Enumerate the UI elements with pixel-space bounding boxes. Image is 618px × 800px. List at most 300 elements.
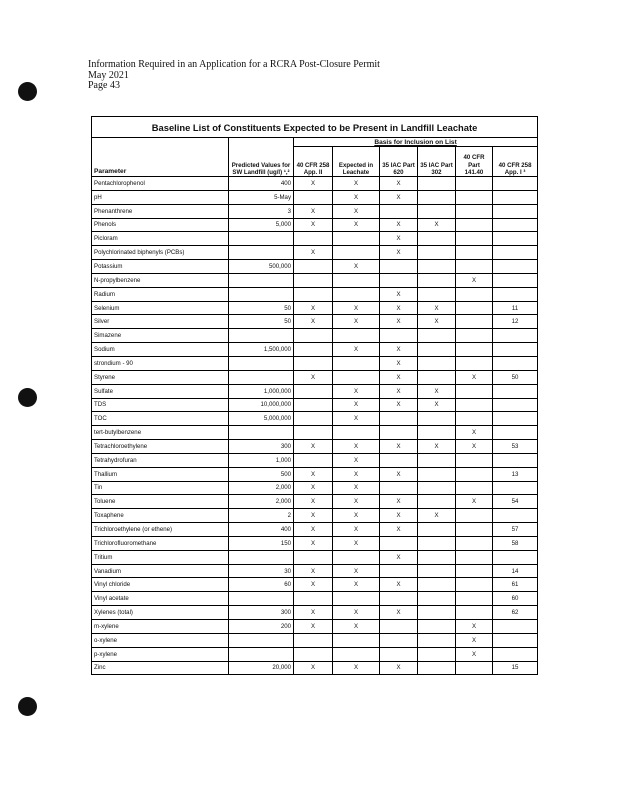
mark-35iac302 bbox=[418, 260, 456, 274]
table-row bbox=[92, 260, 538, 274]
mark-expected bbox=[333, 647, 380, 661]
mark-35iac620 bbox=[380, 620, 418, 634]
mark-35iac302 bbox=[418, 536, 456, 550]
mark-40cfr141 bbox=[456, 315, 493, 329]
mark-40cfr258-app2 bbox=[294, 356, 333, 370]
table-row bbox=[92, 204, 538, 218]
mark-40cfr258-app2 bbox=[294, 550, 333, 564]
mark-expected: X bbox=[333, 578, 380, 592]
ref-40cfr258-app1 bbox=[493, 218, 538, 232]
parameter-cell: Polychlorinated biphenyls (PCBs) bbox=[92, 246, 229, 260]
ref-40cfr258-app1: 12 bbox=[493, 315, 538, 329]
mark-40cfr258-app2: X bbox=[294, 509, 333, 523]
ref-40cfr258-app1: 62 bbox=[493, 606, 538, 620]
mark-expected bbox=[333, 246, 380, 260]
ref-40cfr258-app1 bbox=[493, 356, 538, 370]
mark-40cfr141 bbox=[456, 412, 493, 426]
ref-40cfr258-app1: 54 bbox=[493, 495, 538, 509]
mark-40cfr141 bbox=[456, 661, 493, 675]
mark-40cfr141 bbox=[456, 523, 493, 537]
mark-35iac302 bbox=[418, 356, 456, 370]
predicted-value-cell bbox=[229, 370, 294, 384]
parameter-cell: Radium bbox=[92, 287, 229, 301]
mark-40cfr258-app2: X bbox=[294, 204, 333, 218]
parameter-cell: N-propylbenzene bbox=[92, 273, 229, 287]
ref-40cfr258-app1 bbox=[493, 633, 538, 647]
mark-40cfr141 bbox=[456, 260, 493, 274]
mark-expected bbox=[333, 633, 380, 647]
ref-40cfr258-app1: 14 bbox=[493, 564, 538, 578]
predicted-value-cell: 5-May bbox=[229, 190, 294, 204]
mark-40cfr258-app2 bbox=[294, 260, 333, 274]
table-row bbox=[92, 301, 538, 315]
mark-35iac620: X bbox=[380, 523, 418, 537]
mark-40cfr141 bbox=[456, 301, 493, 315]
mark-40cfr258-app2: X bbox=[294, 370, 333, 384]
mark-35iac302 bbox=[418, 495, 456, 509]
predicted-value-cell bbox=[229, 287, 294, 301]
ref-40cfr258-app1: 60 bbox=[493, 592, 538, 606]
mark-35iac620: X bbox=[380, 384, 418, 398]
mark-35iac302 bbox=[418, 370, 456, 384]
mark-35iac620: X bbox=[380, 578, 418, 592]
mark-35iac302 bbox=[418, 453, 456, 467]
mark-40cfr258-app2 bbox=[294, 329, 333, 343]
mark-40cfr258-app2: X bbox=[294, 440, 333, 454]
mark-40cfr258-app2 bbox=[294, 592, 333, 606]
mark-40cfr141: X bbox=[456, 633, 493, 647]
mark-35iac620: X bbox=[380, 398, 418, 412]
mark-40cfr141 bbox=[456, 329, 493, 343]
mark-expected bbox=[333, 370, 380, 384]
mark-35iac620 bbox=[380, 260, 418, 274]
table-row bbox=[92, 356, 538, 370]
mark-35iac302 bbox=[418, 564, 456, 578]
mark-35iac302 bbox=[418, 661, 456, 675]
mark-40cfr258-app2 bbox=[294, 412, 333, 426]
mark-expected: X bbox=[333, 412, 380, 426]
parameter-cell: Phenanthrene bbox=[92, 204, 229, 218]
ref-40cfr258-app1: 57 bbox=[493, 523, 538, 537]
mark-40cfr258-app2 bbox=[294, 647, 333, 661]
predicted-value-cell: 3 bbox=[229, 204, 294, 218]
ref-40cfr258-app1: 50 bbox=[493, 370, 538, 384]
predicted-value-cell: 1,000,000 bbox=[229, 384, 294, 398]
ref-40cfr258-app1 bbox=[493, 204, 538, 218]
predicted-value-cell: 30 bbox=[229, 564, 294, 578]
mark-40cfr141 bbox=[456, 190, 493, 204]
mark-40cfr258-app2: X bbox=[294, 177, 333, 191]
predicted-value-cell: 150 bbox=[229, 536, 294, 550]
col-header-40cfr141: 40 CFR Part 141.40 bbox=[456, 147, 493, 177]
col-header-35iac620: 35 IAC Part 620 bbox=[380, 147, 418, 177]
punch-hole-bottom bbox=[18, 697, 37, 716]
predicted-value-cell bbox=[229, 329, 294, 343]
mark-40cfr258-app2 bbox=[294, 273, 333, 287]
mark-40cfr258-app2: X bbox=[294, 495, 333, 509]
mark-35iac620: X bbox=[380, 190, 418, 204]
predicted-value-cell: 400 bbox=[229, 523, 294, 537]
mark-expected: X bbox=[333, 315, 380, 329]
mark-expected: X bbox=[333, 536, 380, 550]
mark-expected: X bbox=[333, 453, 380, 467]
predicted-value-cell bbox=[229, 273, 294, 287]
mark-40cfr258-app2: X bbox=[294, 536, 333, 550]
mark-35iac620: X bbox=[380, 246, 418, 260]
mark-40cfr258-app2: X bbox=[294, 661, 333, 675]
table-body bbox=[92, 177, 538, 675]
mark-expected: X bbox=[333, 620, 380, 634]
parameter-cell: Thallium bbox=[92, 467, 229, 481]
ref-40cfr258-app1 bbox=[493, 232, 538, 246]
ref-40cfr258-app1 bbox=[493, 329, 538, 343]
parameter-cell: TOC bbox=[92, 412, 229, 426]
table-row bbox=[92, 426, 538, 440]
parameter-cell: Simazene bbox=[92, 329, 229, 343]
mark-35iac302 bbox=[418, 190, 456, 204]
mark-35iac302 bbox=[418, 246, 456, 260]
mark-40cfr258-app2: X bbox=[294, 620, 333, 634]
parameter-cell: Tin bbox=[92, 481, 229, 495]
predicted-value-cell: 2,000 bbox=[229, 481, 294, 495]
predicted-value-cell: 5,000 bbox=[229, 218, 294, 232]
table-row bbox=[92, 440, 538, 454]
predicted-value-cell bbox=[229, 246, 294, 260]
ref-40cfr258-app1: 15 bbox=[493, 661, 538, 675]
mark-35iac620: X bbox=[380, 287, 418, 301]
mark-40cfr141 bbox=[456, 398, 493, 412]
parameter-cell: Zinc bbox=[92, 661, 229, 675]
ref-40cfr258-app1 bbox=[493, 177, 538, 191]
col-header-40cfr258-app1: 40 CFR 258 App. I ³ bbox=[493, 147, 538, 177]
mark-40cfr258-app2: X bbox=[294, 578, 333, 592]
mark-40cfr141: X bbox=[456, 647, 493, 661]
predicted-value-cell: 500 bbox=[229, 467, 294, 481]
ref-40cfr258-app1 bbox=[493, 246, 538, 260]
mark-40cfr141 bbox=[456, 509, 493, 523]
table-row bbox=[92, 315, 538, 329]
mark-40cfr141 bbox=[456, 343, 493, 357]
mark-35iac302 bbox=[418, 426, 456, 440]
parameter-cell: p-xylene bbox=[92, 647, 229, 661]
table-row bbox=[92, 273, 538, 287]
mark-40cfr141: X bbox=[456, 495, 493, 509]
parameter-cell: Vanadium bbox=[92, 564, 229, 578]
mark-expected: X bbox=[333, 467, 380, 481]
ref-40cfr258-app1 bbox=[493, 343, 538, 357]
mark-40cfr141 bbox=[456, 550, 493, 564]
mark-35iac302 bbox=[418, 606, 456, 620]
ref-40cfr258-app1: 58 bbox=[493, 536, 538, 550]
header-line-page: Page 43 bbox=[88, 80, 120, 91]
mark-40cfr141 bbox=[456, 287, 493, 301]
parameter-cell: TDS bbox=[92, 398, 229, 412]
parameter-cell: m-xylene bbox=[92, 620, 229, 634]
mark-expected: X bbox=[333, 398, 380, 412]
table-row bbox=[92, 647, 538, 661]
parameter-cell: Toxaphene bbox=[92, 509, 229, 523]
mark-40cfr141 bbox=[456, 232, 493, 246]
table-row bbox=[92, 509, 538, 523]
parameter-cell: Pentachlorophenol bbox=[92, 177, 229, 191]
mark-35iac302: X bbox=[418, 301, 456, 315]
ref-40cfr258-app1 bbox=[493, 190, 538, 204]
mark-35iac302 bbox=[418, 550, 456, 564]
mark-expected: X bbox=[333, 384, 380, 398]
table-row bbox=[92, 287, 538, 301]
parameter-cell: Tritium bbox=[92, 550, 229, 564]
mark-35iac302 bbox=[418, 633, 456, 647]
mark-40cfr258-app2: X bbox=[294, 467, 333, 481]
mark-expected bbox=[333, 426, 380, 440]
mark-40cfr258-app2: X bbox=[294, 218, 333, 232]
mark-35iac620 bbox=[380, 453, 418, 467]
mark-35iac302: X bbox=[418, 218, 456, 232]
mark-expected: X bbox=[333, 343, 380, 357]
parameter-cell: Toluene bbox=[92, 495, 229, 509]
parameter-cell: Phenols bbox=[92, 218, 229, 232]
parameter-cell: Xylenes (total) bbox=[92, 606, 229, 620]
parameter-cell: Vinyl acetate bbox=[92, 592, 229, 606]
table-row bbox=[92, 633, 538, 647]
table-row bbox=[92, 620, 538, 634]
parameter-cell: Potassium bbox=[92, 260, 229, 274]
mark-40cfr141: X bbox=[456, 370, 493, 384]
punch-hole-top bbox=[18, 82, 37, 101]
mark-35iac620: X bbox=[380, 370, 418, 384]
mark-expected: X bbox=[333, 564, 380, 578]
mark-35iac620 bbox=[380, 412, 418, 426]
predicted-value-cell bbox=[229, 633, 294, 647]
mark-40cfr141 bbox=[456, 204, 493, 218]
mark-expected bbox=[333, 356, 380, 370]
mark-40cfr141 bbox=[456, 246, 493, 260]
predicted-value-cell: 300 bbox=[229, 606, 294, 620]
parameter-cell: Tetrachloroethylene bbox=[92, 440, 229, 454]
basis-header: Basis for Inclusion on List bbox=[294, 138, 538, 147]
mark-expected: X bbox=[333, 481, 380, 495]
table-row bbox=[92, 329, 538, 343]
mark-35iac302 bbox=[418, 287, 456, 301]
ref-40cfr258-app1: 11 bbox=[493, 301, 538, 315]
ref-40cfr258-app1 bbox=[493, 620, 538, 634]
mark-40cfr258-app2 bbox=[294, 633, 333, 647]
table-row bbox=[92, 398, 538, 412]
mark-40cfr258-app2 bbox=[294, 232, 333, 246]
ref-40cfr258-app1 bbox=[493, 287, 538, 301]
mark-40cfr258-app2 bbox=[294, 426, 333, 440]
predicted-value-cell: 1,500,000 bbox=[229, 343, 294, 357]
parameter-cell: o-xylene bbox=[92, 633, 229, 647]
parameter-cell: strondium - 90 bbox=[92, 356, 229, 370]
table-row bbox=[92, 453, 538, 467]
mark-35iac302 bbox=[418, 647, 456, 661]
mark-35iac620 bbox=[380, 204, 418, 218]
table-row bbox=[92, 232, 538, 246]
mark-40cfr141 bbox=[456, 536, 493, 550]
parameter-cell: pH bbox=[92, 190, 229, 204]
table-row bbox=[92, 384, 538, 398]
parameter-cell: tert-butylbenzene bbox=[92, 426, 229, 440]
mark-35iac302 bbox=[418, 481, 456, 495]
mark-40cfr258-app2: X bbox=[294, 301, 333, 315]
table-row bbox=[92, 246, 538, 260]
table-row bbox=[92, 177, 538, 191]
mark-expected: X bbox=[333, 218, 380, 232]
predicted-value-cell: 300 bbox=[229, 440, 294, 454]
table-row bbox=[92, 343, 538, 357]
mark-40cfr258-app2 bbox=[294, 384, 333, 398]
mark-35iac302 bbox=[418, 329, 456, 343]
table-row bbox=[92, 564, 538, 578]
mark-40cfr141 bbox=[456, 606, 493, 620]
mark-35iac302 bbox=[418, 523, 456, 537]
mark-35iac620: X bbox=[380, 509, 418, 523]
mark-35iac302: X bbox=[418, 315, 456, 329]
mark-40cfr141 bbox=[456, 592, 493, 606]
mark-40cfr141: X bbox=[456, 273, 493, 287]
predicted-value-cell bbox=[229, 232, 294, 246]
predicted-value-cell: 1,000 bbox=[229, 453, 294, 467]
mark-40cfr141: X bbox=[456, 620, 493, 634]
parameter-cell: Sodium bbox=[92, 343, 229, 357]
mark-40cfr258-app2 bbox=[294, 190, 333, 204]
mark-expected: X bbox=[333, 260, 380, 274]
predicted-value-cell: 50 bbox=[229, 315, 294, 329]
mark-expected bbox=[333, 287, 380, 301]
parameter-cell: Tetrahydrofuran bbox=[92, 453, 229, 467]
ref-40cfr258-app1 bbox=[493, 550, 538, 564]
mark-35iac302 bbox=[418, 232, 456, 246]
table-row bbox=[92, 606, 538, 620]
constituents-table bbox=[91, 116, 538, 675]
table-row bbox=[92, 218, 538, 232]
table-title: Baseline List of Constituents Expected to be Present in Landfill Leachate bbox=[92, 117, 538, 138]
mark-35iac620 bbox=[380, 481, 418, 495]
ref-40cfr258-app1: 61 bbox=[493, 578, 538, 592]
ref-40cfr258-app1 bbox=[493, 260, 538, 274]
col-header-40cfr258-app2: 40 CFR 258 App. II bbox=[294, 147, 333, 177]
predicted-values-header: Predicted Values for SW Landfill (ug/l) ¹,² bbox=[229, 138, 294, 177]
mark-35iac620: X bbox=[380, 606, 418, 620]
ref-40cfr258-app1 bbox=[493, 273, 538, 287]
mark-35iac620 bbox=[380, 426, 418, 440]
parameter-header: Parameter bbox=[92, 138, 229, 177]
ref-40cfr258-app1: 53 bbox=[493, 440, 538, 454]
mark-40cfr258-app2 bbox=[294, 398, 333, 412]
mark-expected bbox=[333, 232, 380, 246]
table-row bbox=[92, 536, 538, 550]
parameter-cell: Silver bbox=[92, 315, 229, 329]
mark-35iac620 bbox=[380, 564, 418, 578]
table-row bbox=[92, 661, 538, 675]
predicted-value-cell: 2,000 bbox=[229, 495, 294, 509]
header-line-date: May 2021 bbox=[88, 69, 129, 81]
mark-expected: X bbox=[333, 661, 380, 675]
predicted-value-cell: 500,000 bbox=[229, 260, 294, 274]
col-header-expected: Expected in Leachate bbox=[333, 147, 380, 177]
mark-40cfr258-app2 bbox=[294, 287, 333, 301]
mark-35iac620: X bbox=[380, 343, 418, 357]
mark-expected: X bbox=[333, 301, 380, 315]
predicted-value-cell: 400 bbox=[229, 177, 294, 191]
mark-expected: X bbox=[333, 606, 380, 620]
mark-35iac302: X bbox=[418, 398, 456, 412]
table-row bbox=[92, 190, 538, 204]
mark-40cfr141 bbox=[456, 578, 493, 592]
table-row bbox=[92, 481, 538, 495]
mark-35iac302 bbox=[418, 592, 456, 606]
mark-35iac620: X bbox=[380, 356, 418, 370]
mark-35iac620: X bbox=[380, 218, 418, 232]
ref-40cfr258-app1 bbox=[493, 426, 538, 440]
mark-40cfr258-app2 bbox=[294, 453, 333, 467]
mark-expected: X bbox=[333, 177, 380, 191]
table-row bbox=[92, 467, 538, 481]
mark-35iac302: X bbox=[418, 384, 456, 398]
ref-40cfr258-app1 bbox=[493, 509, 538, 523]
mark-expected bbox=[333, 273, 380, 287]
table-row bbox=[92, 370, 538, 384]
mark-expected bbox=[333, 329, 380, 343]
mark-35iac302 bbox=[418, 578, 456, 592]
mark-35iac302 bbox=[418, 177, 456, 191]
ref-40cfr258-app1 bbox=[493, 481, 538, 495]
ref-40cfr258-app1 bbox=[493, 398, 538, 412]
table-row bbox=[92, 592, 538, 606]
mark-expected: X bbox=[333, 509, 380, 523]
mark-40cfr258-app2: X bbox=[294, 523, 333, 537]
mark-35iac620: X bbox=[380, 495, 418, 509]
mark-40cfr258-app2: X bbox=[294, 315, 333, 329]
mark-35iac302: X bbox=[418, 440, 456, 454]
mark-40cfr141 bbox=[456, 467, 493, 481]
parameter-cell: Trichlorofluoromethane bbox=[92, 536, 229, 550]
ref-40cfr258-app1 bbox=[493, 453, 538, 467]
mark-35iac302 bbox=[418, 343, 456, 357]
mark-40cfr141 bbox=[456, 453, 493, 467]
mark-40cfr258-app2: X bbox=[294, 481, 333, 495]
table-row bbox=[92, 523, 538, 537]
predicted-value-cell: 10,000,000 bbox=[229, 398, 294, 412]
mark-35iac620 bbox=[380, 592, 418, 606]
mark-40cfr258-app2: X bbox=[294, 564, 333, 578]
mark-40cfr258-app2: X bbox=[294, 606, 333, 620]
mark-35iac620: X bbox=[380, 232, 418, 246]
predicted-value-cell bbox=[229, 647, 294, 661]
table-row bbox=[92, 550, 538, 564]
mark-35iac302 bbox=[418, 204, 456, 218]
mark-35iac302 bbox=[418, 412, 456, 426]
mark-40cfr141: X bbox=[456, 426, 493, 440]
document-header bbox=[88, 60, 380, 92]
ref-40cfr258-app1 bbox=[493, 412, 538, 426]
predicted-value-cell: 200 bbox=[229, 620, 294, 634]
predicted-value-cell bbox=[229, 592, 294, 606]
mark-35iac620: X bbox=[380, 440, 418, 454]
parameter-cell: Picloram bbox=[92, 232, 229, 246]
mark-35iac620: X bbox=[380, 467, 418, 481]
punch-hole-middle bbox=[18, 388, 37, 407]
mark-35iac620 bbox=[380, 536, 418, 550]
mark-expected: X bbox=[333, 495, 380, 509]
mark-expected: X bbox=[333, 204, 380, 218]
parameter-cell: Sulfate bbox=[92, 384, 229, 398]
mark-40cfr141 bbox=[456, 384, 493, 398]
parameter-cell: Selenium bbox=[92, 301, 229, 315]
parameter-cell: Styrene bbox=[92, 370, 229, 384]
mark-40cfr141: X bbox=[456, 440, 493, 454]
